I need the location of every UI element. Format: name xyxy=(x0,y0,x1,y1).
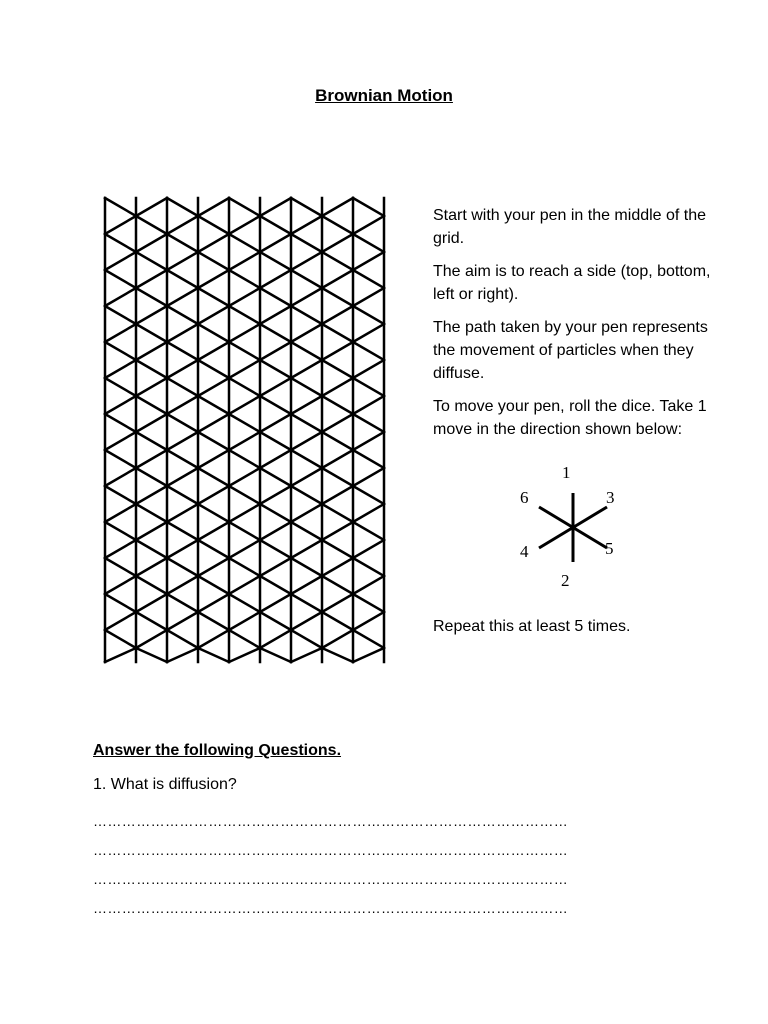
grid-line xyxy=(198,468,229,486)
grid-line xyxy=(136,342,167,360)
grid-line xyxy=(353,594,384,612)
grid-line xyxy=(291,324,322,342)
grid-line xyxy=(136,252,167,270)
grid-line xyxy=(291,432,322,450)
grid-line xyxy=(105,540,136,558)
grid-line xyxy=(198,252,229,270)
grid-line xyxy=(198,450,229,468)
grid-line xyxy=(260,504,291,522)
grid-line xyxy=(167,360,198,378)
grid-line xyxy=(136,576,167,594)
grid-line xyxy=(167,396,198,414)
answer-lines[interactable] xyxy=(93,813,673,929)
grid-line xyxy=(105,450,136,468)
grid-line xyxy=(167,558,198,576)
grid-line xyxy=(136,288,167,306)
grid-line xyxy=(322,468,353,486)
grid-line xyxy=(167,612,198,630)
grid-line xyxy=(322,342,353,360)
grid-line xyxy=(260,360,291,378)
grid-line xyxy=(105,612,136,630)
grid-line xyxy=(291,378,322,396)
grid-line xyxy=(291,594,322,612)
direction-label-2: 2 xyxy=(561,571,570,590)
grid-line xyxy=(229,324,260,342)
grid-line xyxy=(229,630,260,648)
grid-line xyxy=(105,432,136,450)
grid-line xyxy=(229,360,260,378)
grid-line xyxy=(260,198,291,216)
grid-line xyxy=(198,576,229,594)
grid-line xyxy=(291,504,322,522)
grid-line xyxy=(105,504,136,522)
grid-line xyxy=(291,306,322,324)
grid-line xyxy=(105,396,136,414)
grid-line xyxy=(260,378,291,396)
grid-line xyxy=(136,198,167,216)
grid-line xyxy=(260,486,291,504)
grid-line xyxy=(353,414,384,432)
grid-line xyxy=(167,504,198,522)
grid-line xyxy=(105,360,136,378)
grid-line xyxy=(136,522,167,540)
direction-diagram xyxy=(515,460,625,595)
grid-line xyxy=(260,450,291,468)
grid-line xyxy=(229,288,260,306)
grid-line xyxy=(260,396,291,414)
grid-line xyxy=(136,504,167,522)
grid-line xyxy=(105,198,136,216)
grid-line xyxy=(105,648,136,662)
grid-line xyxy=(136,306,167,324)
grid-line xyxy=(291,414,322,432)
grid-line xyxy=(260,576,291,594)
answer-line[interactable]: ……………………………………………………………………………………… xyxy=(93,813,569,829)
grid-line xyxy=(260,630,291,648)
grid-line xyxy=(229,306,260,324)
grid-line xyxy=(291,468,322,486)
grid-line xyxy=(322,504,353,522)
grid-line xyxy=(260,612,291,630)
grid-line xyxy=(198,558,229,576)
page-title: Brownian Motion xyxy=(315,86,453,105)
grid-line xyxy=(291,630,322,648)
grid-line xyxy=(167,414,198,432)
grid-line xyxy=(136,396,167,414)
grid-line xyxy=(291,252,322,270)
grid-line xyxy=(260,270,291,288)
grid-line xyxy=(353,360,384,378)
grid-line xyxy=(291,486,322,504)
instruction-start: Start with your pen in the middle of the grid. xyxy=(433,207,707,247)
grid-line xyxy=(322,270,353,288)
grid-line xyxy=(198,324,229,342)
grid-line xyxy=(260,342,291,360)
grid-line xyxy=(260,288,291,306)
grid-line xyxy=(167,234,198,252)
grid-line xyxy=(105,270,136,288)
grid-line xyxy=(353,270,384,288)
grid-line xyxy=(136,558,167,576)
grid-line xyxy=(353,378,384,396)
grid-line xyxy=(167,306,198,324)
grid-line xyxy=(291,648,322,662)
grid-line xyxy=(136,486,167,504)
grid-line xyxy=(167,324,198,342)
grid-line xyxy=(291,270,322,288)
direction-label-1: 1 xyxy=(562,463,571,482)
grid-line xyxy=(229,540,260,558)
grid-line xyxy=(229,252,260,270)
grid-line xyxy=(198,234,229,252)
grid-line xyxy=(322,252,353,270)
grid-line xyxy=(291,576,322,594)
grid-line xyxy=(136,414,167,432)
grid-line xyxy=(291,360,322,378)
grid-line xyxy=(322,306,353,324)
grid-line xyxy=(198,486,229,504)
grid-line xyxy=(353,612,384,630)
grid-line xyxy=(229,468,260,486)
grid-line xyxy=(136,360,167,378)
grid-line xyxy=(105,234,136,252)
grid-line xyxy=(260,540,291,558)
grid-line xyxy=(229,450,260,468)
grid-line xyxy=(136,540,167,558)
grid-line xyxy=(322,234,353,252)
grid-line xyxy=(167,270,198,288)
grid-line xyxy=(291,522,322,540)
grid-line xyxy=(229,648,260,662)
grid-line xyxy=(353,486,384,504)
grid-line xyxy=(167,198,198,216)
grid-line xyxy=(136,378,167,396)
grid-line xyxy=(136,648,167,662)
grid-line xyxy=(229,270,260,288)
grid-line xyxy=(229,198,260,216)
grid-line xyxy=(260,306,291,324)
grid-line xyxy=(198,612,229,630)
grid-line xyxy=(136,450,167,468)
grid-line xyxy=(353,522,384,540)
grid-line xyxy=(229,486,260,504)
grid-line xyxy=(353,288,384,306)
grid-line xyxy=(229,216,260,234)
grid-line xyxy=(198,432,229,450)
grid-line xyxy=(353,504,384,522)
instruction-move: To move your pen, roll the dice. Take 1 move in the direction shown below: xyxy=(433,398,707,438)
grid-line xyxy=(322,558,353,576)
grid-line xyxy=(136,630,167,648)
grid-line xyxy=(105,342,136,360)
grid-line xyxy=(260,558,291,576)
grid-line xyxy=(198,360,229,378)
grid-line xyxy=(353,234,384,252)
answer-line[interactable]: ……………………………………………………………………………………… xyxy=(93,871,569,887)
question-1: 1. What is diffusion? xyxy=(93,776,237,793)
triangle-grid-drawing xyxy=(100,194,390,664)
grid-line xyxy=(260,216,291,234)
grid-line xyxy=(291,612,322,630)
grid-line xyxy=(322,612,353,630)
direction-label-5: 5 xyxy=(605,539,614,558)
grid-line xyxy=(353,432,384,450)
grid-line xyxy=(322,432,353,450)
grid-line xyxy=(198,396,229,414)
grid-line xyxy=(322,288,353,306)
grid-line xyxy=(322,576,353,594)
grid-line xyxy=(198,522,229,540)
grid-line xyxy=(105,252,136,270)
grid-line xyxy=(353,630,384,648)
grid-line xyxy=(167,486,198,504)
grid-line xyxy=(198,288,229,306)
grid-line xyxy=(229,522,260,540)
grid-line xyxy=(322,594,353,612)
grid-line xyxy=(136,612,167,630)
grid-line xyxy=(105,522,136,540)
grid-line xyxy=(198,630,229,648)
grid-line xyxy=(353,450,384,468)
grid-line xyxy=(322,360,353,378)
grid-line xyxy=(353,540,384,558)
direction-label-6: 6 xyxy=(520,488,529,507)
grid-line xyxy=(291,288,322,306)
grid-line xyxy=(322,522,353,540)
grid-line xyxy=(322,324,353,342)
grid-line xyxy=(167,432,198,450)
instruction-aim: The aim is to reach a side (top, bottom, left or right). xyxy=(433,263,711,303)
direction-label-3: 3 xyxy=(606,488,615,507)
direction-label-4: 4 xyxy=(520,542,529,561)
grid-line xyxy=(167,342,198,360)
grid-line xyxy=(291,216,322,234)
grid-line xyxy=(260,414,291,432)
grid-line xyxy=(322,216,353,234)
grid-line xyxy=(136,432,167,450)
grid-line xyxy=(260,324,291,342)
grid-line xyxy=(198,270,229,288)
grid-line xyxy=(322,486,353,504)
answer-line[interactable]: ……………………………………………………………………………………… xyxy=(93,900,569,916)
grid-line xyxy=(136,234,167,252)
grid-line xyxy=(291,342,322,360)
grid-line xyxy=(167,630,198,648)
grid-line xyxy=(353,558,384,576)
grid-line xyxy=(167,540,198,558)
grid-line xyxy=(260,648,291,662)
grid-line xyxy=(229,414,260,432)
grid-line xyxy=(260,594,291,612)
grid-line xyxy=(260,432,291,450)
grid-line xyxy=(105,324,136,342)
grid-line xyxy=(198,414,229,432)
grid-line xyxy=(291,558,322,576)
grid-line xyxy=(198,504,229,522)
grid-line xyxy=(198,540,229,558)
grid-line xyxy=(105,288,136,306)
grid-line xyxy=(353,342,384,360)
grid-line xyxy=(291,396,322,414)
grid-line xyxy=(291,450,322,468)
grid-line xyxy=(198,342,229,360)
grid-line xyxy=(136,594,167,612)
grid-line xyxy=(229,504,260,522)
grid-line xyxy=(105,378,136,396)
grid-line xyxy=(167,522,198,540)
grid-line xyxy=(353,468,384,486)
grid-line xyxy=(322,648,353,662)
grid-line xyxy=(198,306,229,324)
grid-line xyxy=(229,396,260,414)
grid-line xyxy=(353,252,384,270)
grid-line xyxy=(229,234,260,252)
grid-line xyxy=(260,234,291,252)
grid-line xyxy=(136,468,167,486)
grid-line xyxy=(353,396,384,414)
grid-line xyxy=(291,540,322,558)
grid-line xyxy=(167,594,198,612)
answer-line[interactable]: ……………………………………………………………………………………… xyxy=(93,842,569,858)
grid-line xyxy=(198,378,229,396)
grid-line xyxy=(229,594,260,612)
grid-line xyxy=(136,270,167,288)
grid-line xyxy=(229,342,260,360)
grid-line xyxy=(353,324,384,342)
grid-line xyxy=(322,540,353,558)
grid-line xyxy=(198,648,229,662)
grid-line xyxy=(322,198,353,216)
grid-line xyxy=(322,396,353,414)
repeat-instruction: Repeat this at least 5 times. xyxy=(433,618,631,635)
grid-line xyxy=(229,576,260,594)
grid-line xyxy=(291,234,322,252)
grid-line xyxy=(260,252,291,270)
grid-line xyxy=(260,468,291,486)
grid-line xyxy=(167,450,198,468)
grid-line xyxy=(322,414,353,432)
grid-line xyxy=(105,216,136,234)
grid-line xyxy=(167,648,198,662)
grid-line xyxy=(353,216,384,234)
grid-line xyxy=(105,630,136,648)
grid-line xyxy=(105,558,136,576)
grid-line xyxy=(105,414,136,432)
grid-line xyxy=(105,486,136,504)
grid-line xyxy=(167,252,198,270)
grid-line xyxy=(353,648,384,662)
grid-line xyxy=(136,216,167,234)
grid-line xyxy=(167,468,198,486)
grid-line xyxy=(198,216,229,234)
triangle-grid[interactable] xyxy=(100,194,390,664)
grid-line xyxy=(353,576,384,594)
grid-line xyxy=(229,378,260,396)
grid-line xyxy=(198,594,229,612)
grid-line xyxy=(198,198,229,216)
questions-heading: Answer the following Questions. xyxy=(93,742,342,759)
grid-line xyxy=(229,612,260,630)
grid-line xyxy=(167,288,198,306)
grid-line xyxy=(322,378,353,396)
grid-line xyxy=(322,450,353,468)
instruction-path: The path taken by your pen represents the movement of particles when they diffuse. xyxy=(433,319,708,382)
grid-line xyxy=(105,594,136,612)
grid-line xyxy=(167,378,198,396)
grid-line xyxy=(322,630,353,648)
grid-line xyxy=(105,468,136,486)
grid-line xyxy=(353,306,384,324)
instructions xyxy=(433,204,733,451)
grid-line xyxy=(167,576,198,594)
grid-line xyxy=(260,522,291,540)
grid-line xyxy=(136,324,167,342)
grid-line xyxy=(229,558,260,576)
grid-line xyxy=(291,198,322,216)
grid-line xyxy=(105,576,136,594)
grid-line xyxy=(353,198,384,216)
grid-line xyxy=(229,432,260,450)
grid-line xyxy=(167,216,198,234)
grid-line xyxy=(105,306,136,324)
